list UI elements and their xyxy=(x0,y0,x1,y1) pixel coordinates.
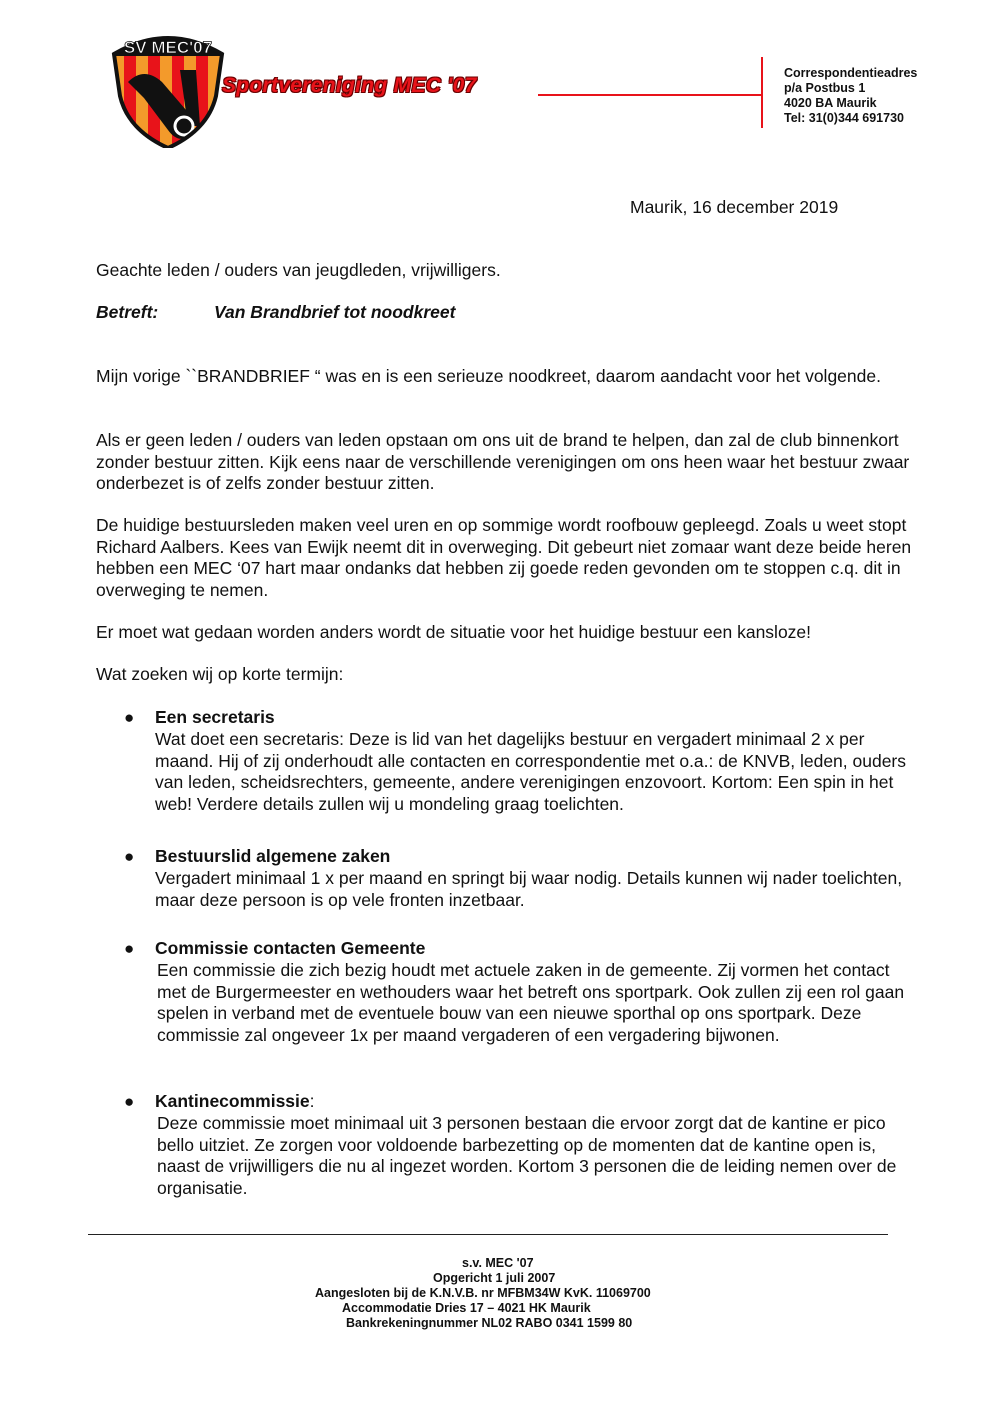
footer-bank-account: Bankrekeningnummer NL02 RABO 0341 1599 80 xyxy=(346,1316,633,1330)
list-item-title: Bestuurslid algemene zaken xyxy=(155,846,391,866)
list-item-text: Wat doet een secretaris: Deze is lid van het dagelijks bestuur en vergadert minimaal 2 x per maand. Hij of zij onderhoudt alle contacten en correspondentie met o.a.: de KNVB, leden, ouders van leden, scheidsrechters, gemeente, andere verenigingen enzovoort. Kortom: Een spin in het web! Verdere details zullen wij u mondeling graag toelichten. xyxy=(155,729,907,814)
subject-text: Van Brandbrief tot noodkreet xyxy=(214,302,456,322)
list-item-text: Vergadert minimaal 1 x per maand en springt bij waar nodig. Details kunnen wij nader toelichten, maar deze persoon is op vele fronten inzetbaar. xyxy=(155,868,903,910)
footer-registration: Aangesloten bij de K.N.V.B. nr MFBM34W KvK. 11069700 xyxy=(315,1286,651,1300)
paragraph: Mijn vorige ``BRANDBRIEF “ was en is een serieuze noodkreet, daarom aandacht voor het volgende. xyxy=(96,366,881,386)
club-logo xyxy=(104,26,232,148)
list-item-title: Een secretaris xyxy=(155,707,275,727)
list-item-title: Commissie contacten Gemeente xyxy=(155,938,426,958)
logo-lettering: SV MEC'07 xyxy=(123,38,213,57)
list-item-text: Een commissie die zich bezig houdt met actuele zaken in de gemeente. Zij vormen het contact met de Burgermeester en wethouders waar het betreft ons sportpark. Ook zullen zij een rol gaan spelen in verband met de eventuele bouw van een nieuwe sporthal op ons sportpark. Deze commissie zal ongeveer 1x per maand vergaderen of een vergadering bijwonen. xyxy=(157,960,905,1045)
correspondence-address xyxy=(784,66,917,126)
salutation: Geachte leden / ouders van jeugdleden, vrijwilligers. xyxy=(96,260,501,280)
subject-line xyxy=(96,302,455,324)
bullet-icon: ● xyxy=(124,1092,135,1111)
footer-club-name: s.v. MEC '07 xyxy=(462,1256,534,1270)
list-intro: Wat zoeken wij op korte termijn: xyxy=(96,664,344,684)
bullet-icon: ● xyxy=(124,847,135,866)
club-name: Sportvereniging MEC '07 xyxy=(222,74,477,97)
address-line: p/a Postbus 1 xyxy=(784,81,866,95)
header-vertical-divider xyxy=(761,57,763,128)
footer-accommodation: Accommodatie Dries 17 – 4021 HK Maurik xyxy=(342,1301,591,1315)
paragraph: Er moet wat gedaan worden anders wordt de situatie voor het huidige bestuur een kansloze! xyxy=(96,622,812,642)
list-item-title: Kantinecommissie: xyxy=(155,1091,315,1111)
bullet-icon: ● xyxy=(124,708,135,727)
footer-founded: Opgericht 1 juli 2007 xyxy=(433,1271,556,1285)
paragraph: De huidige bestuursleden maken veel uren en op sommige wordt roofbouw gepleegd. Zoals u weet stopt Richard Aalbers. Kees van Ewijk neemt dit in overweging. Dit gebeurt niet zomaar want deze beide heren hebben een MEC ‘07 hart maar ondanks dat hebben zij goede reden gevonden om te stoppen c.q. dit in overweging te nemen. xyxy=(96,515,912,600)
subject-label: Betreft: xyxy=(96,302,159,322)
list-item-text: Deze commissie moet minimaal uit 3 personen bestaan die ervoor zorgt dat de kantine er pico bello uitziet. Ze zorgen voor voldoende barbezetting op de momenten dat de kantine open is, naast de vrijwilligers die nu al ingezet worden. Kortom 3 personen die de leiding nemen over de organisatie. xyxy=(157,1113,897,1198)
footer-divider xyxy=(88,1234,888,1235)
address-line: 4020 BA Maurik xyxy=(784,96,877,110)
letter-date: Maurik, 16 december 2019 xyxy=(630,197,839,217)
address-line: Correspondentieadres xyxy=(784,66,918,80)
bullet-icon: ● xyxy=(124,939,135,958)
header-divider xyxy=(538,94,762,96)
address-phone: Tel: 31(0)344 691730 xyxy=(784,111,904,125)
paragraph: Als er geen leden / ouders van leden opstaan om ons uit de brand te helpen, dan zal de club binnenkort zonder bestuur zitten. Kijk eens naar de verschillende verenigingen om ons heen waar het bestuur zwaar onderbezet is of zelfs zonder bestuur zitten. xyxy=(96,430,910,493)
